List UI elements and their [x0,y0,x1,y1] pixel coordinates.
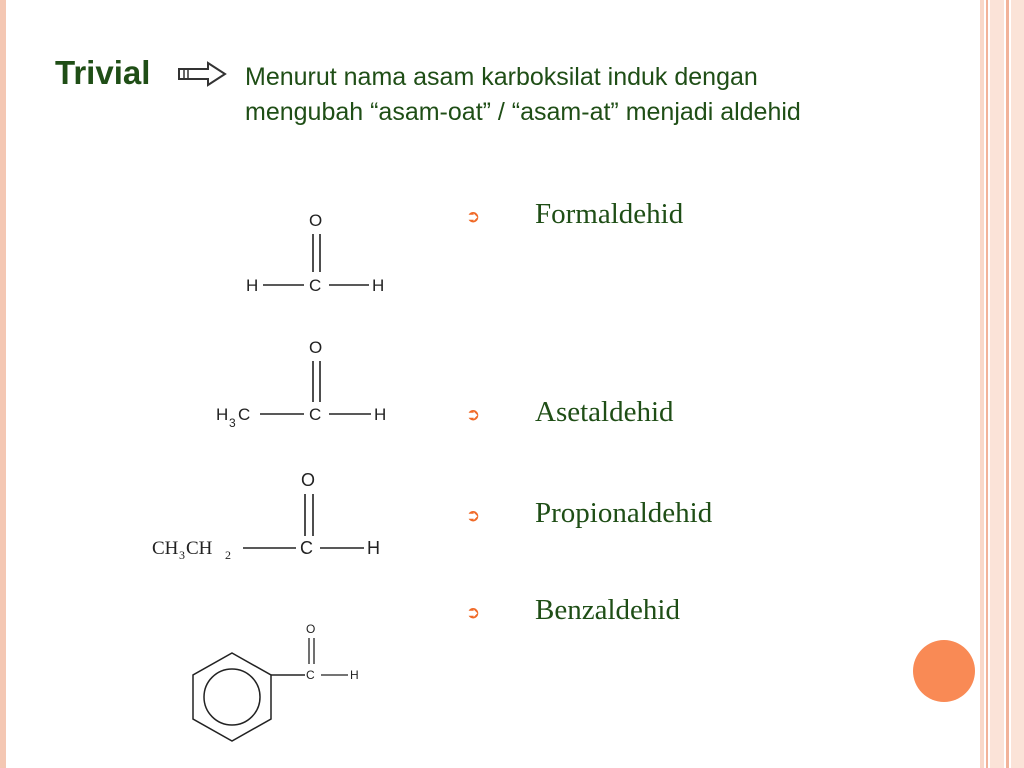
aldehyde-name-formaldehid: Formaldehid [535,198,684,230]
bullet-arrow-icon: ➲ [466,207,481,227]
carbon-atom: C [306,668,315,682]
subscript-3: 3 [229,416,236,430]
bullet-arrow-icon: ➲ [466,506,481,526]
oxygen-atom: O [301,470,316,490]
benzaldehyde-structure [193,622,359,741]
hydrogen-atom: H [374,405,387,424]
aldehyde-name-benzaldehid: Benzaldehid [535,594,680,626]
bullet-arrow-icon: ➲ [466,603,481,623]
carbon-atom: C [309,405,322,424]
trivial-label: Trivial [55,54,151,91]
hydrogen-atom: H [367,538,380,558]
hydrogen-atom: H [350,668,359,682]
subscript-2: 2 [225,548,231,562]
description-line: mengubah “asam-oat” / “asam-at” menjadi aldehid [245,98,801,126]
aromatic-ring-circle [204,669,260,725]
ethyl-group-ch: CH [152,538,179,559]
methyl-carbon: C [238,405,251,424]
acetaldehyde-structure [216,338,386,430]
oxygen-atom: O [309,338,323,357]
oxygen-atom: O [306,622,316,636]
carbon-atom: C [309,276,322,295]
aldehyde-name-asetaldehid: Asetaldehid [535,396,674,428]
ethyl-group-ch: CH [186,538,213,559]
oxygen-atom: O [309,211,323,230]
description-line: Menurut nama asam karboksilat induk dengan [245,63,758,91]
hydrogen-atom: H [372,276,385,295]
methyl-hydrogen: H [216,405,229,424]
subscript-3: 3 [179,548,185,562]
aldehyde-name-propionaldehid: Propionaldehid [535,497,713,529]
propionaldehyde-structure [152,470,380,562]
bullet-arrow-icon: ➲ [466,405,481,425]
formaldehyde-structure [246,211,384,295]
hydrogen-atom: H [246,276,259,295]
carbon-atom: C [300,538,313,558]
